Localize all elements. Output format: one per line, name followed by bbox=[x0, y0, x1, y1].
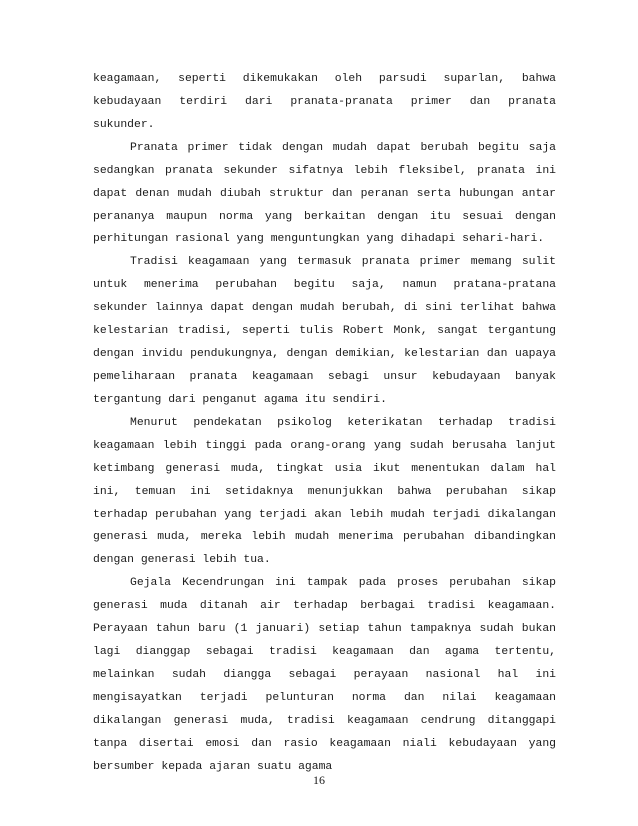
body-text bbox=[93, 68, 556, 779]
paragraph-pendekatan-psikolog: Menurut pendekatan psikolog keterikatan terhadap tradisi keagamaan lebih tinggi pada orang-orang yang sudah berusaha lanjut ketimbang generasi muda, tingkat usia ikut menentukan dalam hal ini, temuan ini setidaknya menunjukkan bahwa perubahan sikap terhadap perubahan yang terjadi akan lebih mudah terjadi dikalangan generasi muda, mereka lebih mudah menerima perubahan dibandingkan dengan generasi lebih tua. bbox=[93, 416, 556, 567]
paragraph-gejala-kecendrungan: Gejala Kecendrungan ini tampak pada proses perubahan sikap generasi muda ditanah air terhadap berbagai tradisi keagamaan. Perayaan tahun baru (1 januari) setiap tahun tampaknya sudah bukan lagi dianggap sebagai tradisi keagamaan dan agama tertentu, melainkan sudah diangga sebagai perayaan nasional hal ini mengisayatkan terjadi pelunturan norma dan nilai keagamaan dikalangan generasi muda, tradisi keagamaan cendrung ditanggapi tanpa disertai emosi dan rasio keagamaan niali kebudayaan yang bersumber kepada ajaran suatu agama bbox=[93, 577, 556, 773]
paragraph-continuation: keagamaan, seperti dikemukakan oleh parsudi suparlan, bahwa kebudayaan terdiri dari pranata-pranata primer dan pranata sukunder. bbox=[93, 73, 556, 131]
page-number: 16 bbox=[313, 773, 325, 787]
paragraph-pranata-primer: Pranata primer tidak dengan mudah dapat berubah begitu saja sedangkan pranata sekunder sifatnya lebih fleksibel, pranata ini dapat denan mudah diubah struktur dan peranan serta hubungan antar perananya maupun norma yang berkaitan dengan itu sesuai dengan perhitungan rasional yang menguntungkan yang dihadapi sehari-hari. bbox=[93, 141, 556, 246]
paragraph-tradisi-keagamaan: Tradisi keagamaan yang termasuk pranata primer memang sulit untuk menerima perubahan begitu saja, namun pratana-pratana sekunder lainnya dapat dengan mudah berubah, di sini terlihat bahwa kelestarian tradisi, seperti tulis Robert Monk, sangat tergantung dengan invidu pendukungnya, dengan demikian, kelestarian dan uapaya pemeliharaan pranata keagamaan sebagi unsur kebudayaan banyak tergantung dari penganut agama itu sendiri. bbox=[93, 256, 556, 406]
